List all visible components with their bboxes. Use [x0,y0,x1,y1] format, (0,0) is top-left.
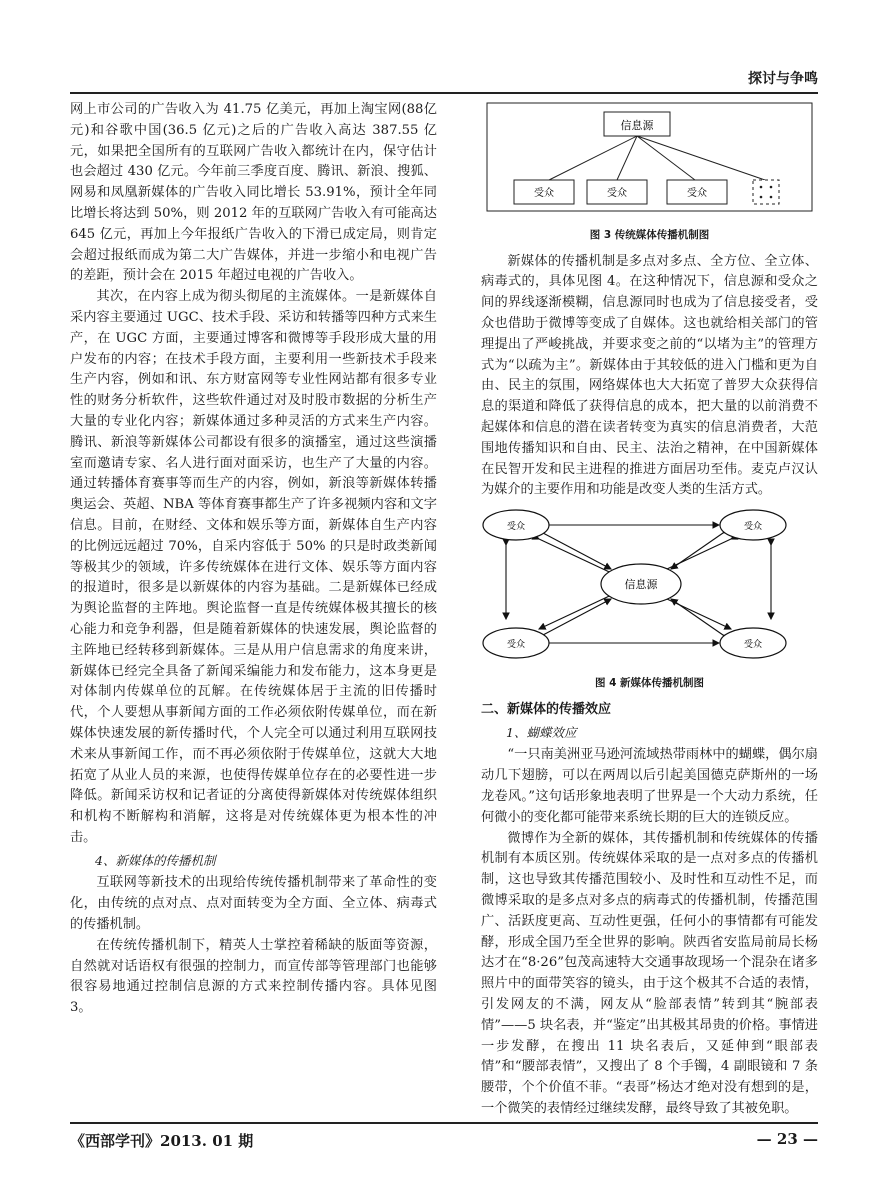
receiver-label: 受众 [506,522,526,533]
paragraph: 微博作为全新的媒体，其传播机制和传统媒体的传播机制有本质区别。传统媒体采取的是一点对多点的传播机制，这也导致其传播范围较小、及时性和互动性不足，而微博采取的是多点对多点的病毒式的传播机制，传播范围广、活跃度更高、互动性更强，任何小的事情都有可能发酵，形成全国乃至全世界的影响。陕西省安监局前局长杨达才在“8·26”包茂高速特大交通事故现场一个混杂在诸多照片中的面带笑容的镜头，由于这个极其不合适的表情，引发网友的不满，网友从“脸部表情”转到其“腕部表情”——5 块名表，并“鉴定”出其极其昂贵的价格。事情进一步发酵，在搜出 11 块名表后，又延伸到“眼部表情”和“腰部表情”，又搜出了 8 个手镯，4 副眼镜和 7 条腰带，个个价值不菲。“表哥”杨达才绝对没有想到的是，一个微笑的表情经过继续发酵，最终导致了其被免职。 [481,830,818,1116]
footer-rule [70,1122,818,1124]
page-number: — 23 — [756,1130,818,1148]
source-label: 信息源 [624,578,658,592]
paragraph: “一只南美洲亚马逊河流域热带雨林中的蝴蝶，偶尔扇动几下翅膀，可以在两周以后引起美国德克萨斯州的一场龙卷风。”这句话形象地表明了世界是一个大动力系统，任何微小的变化都可能带来系统长期的巨大的连锁反应。 [481,747,818,825]
receiver-label: 受众 [534,188,554,199]
receiver-label: 受众 [506,640,526,651]
subsection-heading: 1、蝴蝶效应 [506,724,577,740]
receiver-label: 受众 [743,640,763,651]
more-receivers-box [753,180,779,204]
journal-name: 《西部学刊》2013. 01 期 [70,1132,254,1150]
paragraph: 网上市公司的广告收入为 41.75 亿美元，再加上淘宝网(88亿元)和谷歌中国(36.5 亿元)之后的广告收入高达 387.55 亿元，如果把全国所有的互联网广告收入都统计在内，保守估计也会超过 430 亿元。今年前三季度百度、腾讯、新浪、搜狐、网易和凤凰新媒体的广告收入同比增长 53.91%，预计全年同比增长将达到 50%，则 2012 年的互联网广告收入有可能高达 645 亿元，再加上今年报纸广告收入的下滑已成定局，则肯定会超过报纸而成为第二大广告媒体，并进一步缩小和电视广告的差距，预计会在 2015 年超过电视的广告收入。 [70,102,437,284]
left-column [70,100,437,1019]
running-header [70,66,818,90]
paragraph: 互联网等新技术的出现给传统传播机制带来了革命性的变化，由传统的点对点、点对面转变为全方面、全立体、病毒式的传播机制。 [70,875,437,933]
section-title: 探讨与争鸣 [748,71,818,87]
figure-4 [481,507,818,694]
right-column [481,100,818,1120]
page-footer [70,1122,818,1152]
header-rule [70,92,818,94]
figure-3-caption: 图 3 传统媒体传播机制图 [589,228,710,241]
figure-4-caption: 图 4 新媒体传播机制图 [594,676,705,689]
receiver-label: 受众 [687,188,707,199]
section-heading: 二、新媒体的传播效应 [481,701,612,717]
subsection-heading: 4、新媒体的传播机制 [95,852,216,868]
receiver-label: 受众 [743,522,763,533]
figure-3-diagram [481,100,818,215]
receiver-label: 受众 [607,188,627,199]
paragraph: 其次，在内容上成为彻头彻尾的主流媒体。一是新媒体自采内容主要通过 UGC、技术手段、采访和转播等四种方式来生产，在 UGC 方面，主要通过博客和微博等手段形成大量的用户发布的内容；在技术手段方面，主要利用一些新技术手段来生产内容，例如和讯、东方财富网等专业性网站都有很多专业性的财务分析软件，这些软件通过对及时股市数据的分析生产大量的专业化内容；新媒体通过多种灵活的方式来生产内容。腾讯、新浪等新媒体公司都设有很多的演播室，通过这些演播室而邀请专家、名人进行面对面采访，也生产了大量的内容。通过转播体育赛事等而生产的内容，例如，新浪等新媒体转播奥运会、英超、NBA 等体育赛事都生产了许多视频内容和文字信息。目前，在财经、文体和娱乐等方面，新媒体自生产内容的比例远远超过 70%，自采内容低于 50% 的只是时政类新闻等极其少的领域，许多传统媒体在进行文体、娱乐等方面内容的报道时，很多是以新媒体的内容为基础。二是新媒体已经成为舆论监督的主阵地。舆论监督一直是传统媒体极其擅长的核心能力和竞争利器，但是随着新媒体的快速发展，舆论监督的主阵地已经转移到新媒体。三是从用户信息需求的角度来讲，新媒体已经完全具备了新闻采编能力和发布能力，这本身更是对体制内传媒单位的瓦解。在传统媒体居于主流的旧传播时代，个人要想从事新闻方面的工作必须依附传媒单位，而在新媒体快速发展的新传播时代，个人完全可以通过利用互联网技术来从事新闻工作，而不再必须依附于传媒单位，这就大大地拓宽了从业人员的来源，也使得传媒单位存在的必要性进一步降低。新闻采访权和记者证的分离使得新媒体对传统媒体组织和机构不断解构和消解，这将是对传统媒体更为根本性的冲击。 [70,289,437,845]
paragraph: 在传统传播机制下，精英人士掌控着稀缺的版面等资源，自然就对话语权有很强的控制力，而宣传部等管理部门也能够很容易地通过控制信息源的方式来控制传播内容。具体见图 3。 [70,937,437,1016]
paragraph: 新媒体的传播机制是多点对多点、全方位、全立体、病毒式的，具体见图 4。在这种情况下，信息源和受众之间的界线逐渐模糊，信息源同时也成为了信息接受者，受众也借助于微博等变成了自媒体。这也就给相关部门的管理提出了严峻挑战，并要求变之前的“以堵为主”的管理方式为“以疏为主”。新媒体由于其较低的进入门槛和更为自由、民主的氛围，网络媒体也大大拓宽了普罗大众获得信息的渠道和降低了获得信息的成本，把大量的以前消费不起媒体和信息的潜在读者转变为真实的信息消费者，大范围地传播知识和自由、民主、法治之精神，在中国新媒体在民智开发和民主进程的推进方面居功至伟。麦克卢汉认为媒介的主要作用和功能是改变人类的生活方式。 [481,253,818,498]
figure-3 [481,100,818,246]
figure-4-diagram [481,507,818,663]
source-label: 信息源 [620,119,654,132]
